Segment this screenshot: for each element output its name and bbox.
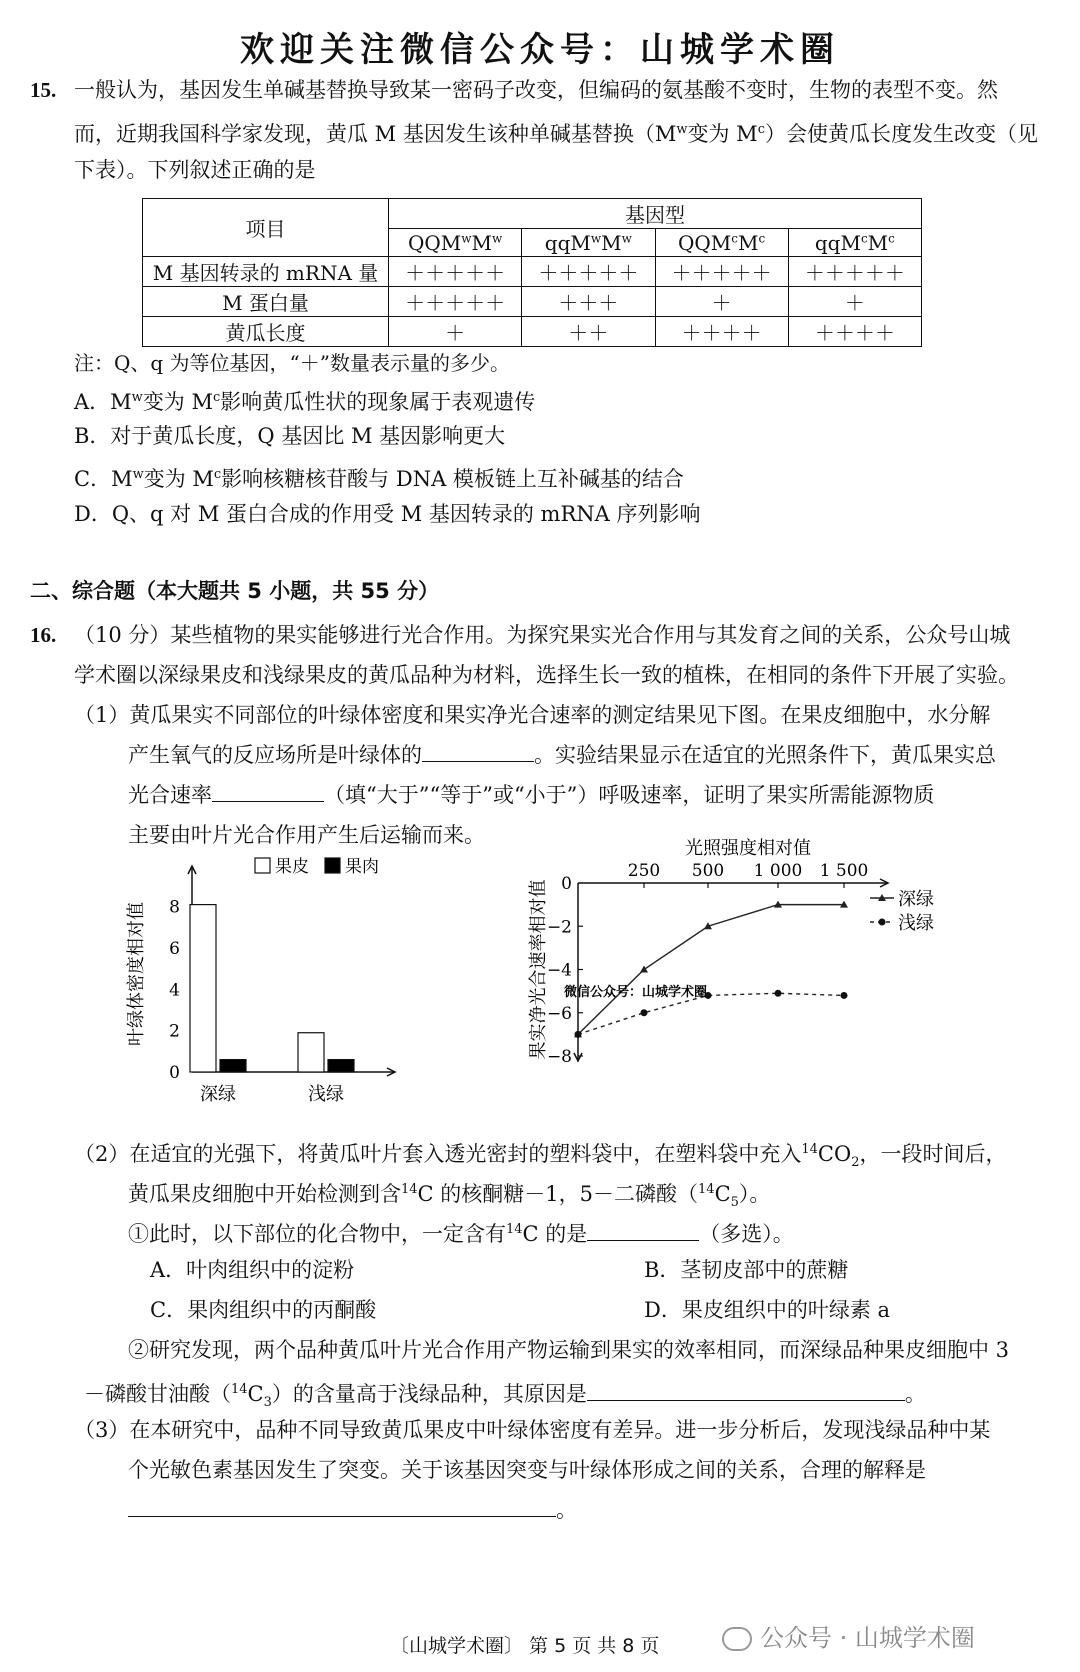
- legend-label: 浅绿: [898, 913, 934, 934]
- table-note: 注：Q、q 为等位基因，“＋”数量表示量的多少。: [74, 351, 511, 375]
- bar-果肉: [328, 1060, 354, 1072]
- q16-p1-line1: （1）黄瓜果实不同部位的叶绿体密度和果实净光合速率的测定结果见下图。在果皮细胞中，水分解: [74, 703, 991, 727]
- table-row: [143, 317, 922, 347]
- wechat-icon: [722, 1627, 752, 1651]
- q16-p2-line5: －磷酸甘油酸$(^{14}C_3)$的含量高于浅绿品种，其原因是 。: [84, 1370, 926, 1423]
- q16-p2-line3: ①此时，以下部位的化合物中，一定含有$^{14}$C 的是 （多选）。: [128, 1210, 794, 1254]
- y-tick-label: 4: [169, 980, 180, 1001]
- q15-option-a: A．$M^w$变为 $M^c$影响黄瓜性状的现象属于表观遗传: [74, 390, 536, 414]
- q15-line3: 下表）。下列叙述正确的是: [74, 158, 316, 182]
- legend-label: 果肉: [345, 857, 379, 877]
- q16-p3-line3: 。: [128, 1490, 577, 1530]
- section-title: 二、综合题（本大题共 5 小题，共 55 分）: [30, 579, 440, 603]
- row-label: M 基因转录的 mRNA 量: [143, 257, 389, 287]
- data-point-浅绿: [641, 1009, 648, 1016]
- x-category-label: 深绿: [200, 1084, 236, 1105]
- table-cell: ＋＋＋＋: [788, 317, 921, 347]
- y-tick-label: 6: [169, 939, 180, 959]
- x-category-label: 浅绿: [308, 1084, 344, 1105]
- y-tick-label: −2: [546, 917, 572, 938]
- table-header-item: 项目: [143, 199, 389, 257]
- q16-p2-line4: ②研究发现，两个品种黄瓜叶片光合作用产物运输到果实的效率相同，而深绿品种果皮细胞中 3: [128, 1338, 1010, 1362]
- answer-blank[interactable]: [128, 1492, 556, 1517]
- q15-option-c: C．$M^w$变为 $M^c$影响核糖核苷酸与 DNA 模板链上互补碱基的结合: [74, 467, 684, 491]
- answer-blank[interactable]: [422, 737, 534, 762]
- q16-number: 16.: [30, 623, 57, 647]
- q16-p2-line1: （2）在适宜的光强下，将黄瓜叶片套入透光密封的塑料袋中，在塑料袋中充入$^{14}CO_2$，一段时间后，: [74, 1142, 1007, 1171]
- x-tick-label: 500: [691, 861, 725, 881]
- data-point-深绿: [640, 966, 648, 973]
- x-axis-label: 光照强度相对值: [685, 838, 811, 859]
- q16-option-a: A．叶肉组织中的淀粉: [150, 1258, 355, 1282]
- line-chart-series: [528, 878, 948, 1126]
- table-cell: ＋＋＋＋＋: [788, 257, 921, 287]
- table-header-genotype: 基因型: [389, 199, 922, 229]
- y-tick-label: 0: [169, 1063, 180, 1083]
- q16-p3-line1: （3）在本研究中，品种不同导致黄瓜果皮中叶绿体密度有差异。进一步分析后，发现浅绿品种中某: [74, 1418, 991, 1442]
- q15-option-d: D．Q、q 对 M 蛋白合成的作用受 M 基因转录的 mRNA 序列影响: [74, 502, 701, 526]
- y-axis-label: 果实净光合速率相对值: [528, 879, 549, 1060]
- y-tick-label: 8: [169, 897, 180, 918]
- answer-blank[interactable]: [212, 777, 324, 802]
- table-cell: ＋＋＋＋＋: [389, 257, 522, 287]
- page-header-title: 欢迎关注微信公众号：山城学术圈: [240, 30, 840, 70]
- page-footer: 〔山城学术圈〕 第 5 页 共 8 页: [390, 1635, 660, 1657]
- q16-p3-line2: 个光敏色素基因发生了突变。关于该基因突变与叶绿体形成之间的关系，合理的解释是: [128, 1458, 926, 1482]
- bar-果皮: [190, 905, 216, 1072]
- row-label: M 蛋白量: [143, 287, 389, 317]
- table-cell: ＋: [655, 287, 788, 317]
- chart-watermark: 微信公众号：山城学术圈: [564, 985, 708, 1000]
- x-tick-label: 250: [627, 861, 661, 881]
- q16-option-b: B．茎韧皮部中的蔗糖: [644, 1258, 849, 1282]
- table-cell: ＋＋＋＋＋: [389, 287, 522, 317]
- genotype-table: [142, 198, 922, 347]
- table-cell: ＋: [788, 287, 921, 317]
- q15-number: 15.: [30, 78, 57, 102]
- q16-p1-line2: 产生氧气的反应场所是叶绿体的 。实验结果显示在适宜的光照条件下，黄瓜果实总: [128, 735, 996, 775]
- table-cell: ＋＋＋＋＋: [522, 257, 655, 287]
- q15-line2: 而，近期我国科学家发现，黄瓜 M 基因发生该种单碱基替换（$M^w$变为 $M^c$）会使黄瓜长度发生改变（见: [74, 122, 1038, 146]
- q16-intro-line2: 学术圈以深绿果皮和浅绿果皮的黄瓜品种为材料，选择生长一致的植株，在相同的条件下开展了实验。: [74, 663, 1019, 687]
- genotype-1: $QQM^wM^w$: [389, 229, 522, 257]
- legend-swatch: [255, 858, 270, 873]
- q16-intro-line1: （10 分）某些植物的果实能够进行光合作用。为探究果实光合作用与其发育之间的关系，公众号山城: [74, 623, 1011, 647]
- table-row: [143, 257, 922, 287]
- y-tick-label: −4: [546, 960, 572, 981]
- legend-label: 果皮: [275, 857, 309, 877]
- data-point-浅绿: [841, 992, 848, 999]
- genotype-3: $QQM^cM^c$: [655, 229, 788, 257]
- genotype-2: $qqM^wM^w$: [522, 229, 655, 257]
- bar-果皮: [298, 1033, 324, 1072]
- table-cell: ＋＋: [522, 317, 655, 347]
- y-tick-label: −6: [546, 1003, 572, 1024]
- genotype-4: $qqM^cM^c$: [788, 229, 921, 257]
- table-cell: ＋: [389, 317, 522, 347]
- table-row: [143, 287, 922, 317]
- wechat-watermark: 公众号 · 山城学术圈: [722, 1618, 975, 1653]
- table-cell: ＋＋＋＋: [655, 317, 788, 347]
- series-line-深绿: [578, 905, 844, 1035]
- x-tick-label: 1 000: [753, 861, 803, 881]
- y-axis-label: 叶绿体密度相对值: [126, 902, 147, 1046]
- q16-p1-line4: 主要由叶片光合作用产生后运输而来。: [128, 823, 485, 847]
- data-point-浅绿: [575, 1031, 582, 1038]
- line-chart-top-labels: [548, 836, 948, 880]
- q16-p2-line2: 黄瓜果皮细胞中开始检测到含$^{14}$C 的核酮糖－1，5－二磷酸$(^{14}C_5)$。: [128, 1182, 771, 1211]
- table-cell: ＋＋＋＋＋: [655, 257, 788, 287]
- q16-option-c: C．果肉组织中的丙酮酸: [150, 1298, 377, 1322]
- answer-blank[interactable]: [587, 1376, 905, 1401]
- table-cell: ＋＋＋: [522, 287, 655, 317]
- data-point-浅绿: [775, 990, 782, 997]
- y-tick-label: 0: [561, 874, 572, 894]
- y-tick-label: −8: [546, 1047, 572, 1067]
- row-label: 黄瓜长度: [143, 317, 389, 347]
- legend-marker: [879, 919, 886, 926]
- q16-p1-line3: 光合速率 （填“大于”“等于”或“小于”）呼吸速率，证明了果实所需能源物质: [128, 775, 934, 815]
- q15-line1: 一般认为，基因发生单碱基替换导致某一密码子改变，但编码的氨基酸不变时，生物的表型不变。然: [74, 78, 998, 102]
- x-tick-label: 1 500: [819, 861, 869, 881]
- legend-label: 深绿: [898, 889, 934, 910]
- q15-option-b: B．对于黄瓜长度，Q 基因比 M 基因影响更大: [74, 424, 506, 448]
- bar-果肉: [220, 1060, 246, 1072]
- q16-option-d: D．果皮组织中的叶绿素 a: [644, 1298, 891, 1322]
- legend-swatch: [325, 858, 340, 873]
- answer-blank[interactable]: [587, 1216, 699, 1241]
- y-tick-label: 2: [169, 1021, 180, 1042]
- chloroplast-density-bar-chart: [120, 856, 430, 1124]
